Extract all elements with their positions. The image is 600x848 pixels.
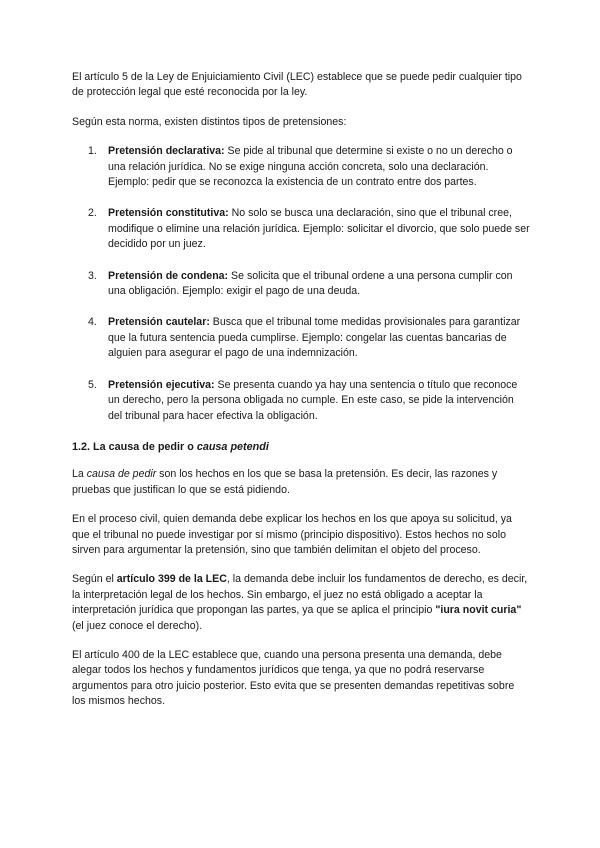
list-text: Se solicita que el tribunal ordene a una persona cumplir con una obligación. Ejemplo: exigir el pago de una deuda. bbox=[108, 269, 513, 298]
causa-definition-paragraph bbox=[72, 467, 530, 498]
text-fragment: La bbox=[72, 468, 87, 481]
text-fragment: (el juez conoce el derecho). bbox=[72, 619, 203, 632]
articulo-399-term: artículo 399 de la LEC bbox=[116, 573, 227, 586]
text-fragment: , la demanda debe incluir los fundamentos de derecho, es decir, la interpretación legal de los hechos. Sin embargo, el juez no está obligado a aceptar la interpretación jurídica que propongan las partes, ya que se aplica el principio bbox=[72, 573, 528, 617]
list-term: Pretensión de condena: bbox=[108, 269, 229, 282]
list-item bbox=[72, 206, 530, 252]
list-text: No solo se busca una declaración, sino que el tribunal cree, modifique o elimine una relación jurídica. Ejemplo: solicitar el divorcio, que solo puede ser decidido por un juez. bbox=[108, 207, 530, 251]
list-number: 1. bbox=[88, 145, 97, 158]
list-term: Pretensión constitutiva: bbox=[108, 207, 229, 220]
list-term: Pretensión cautelar: bbox=[108, 316, 210, 329]
proceso-civil-paragraph: En el proceso civil, quien demanda debe explicar los hechos en los que apoya su solicitud, ya que el tribunal no puede investigar por sí mismo (principio dispositivo). Estos hechos no solo sirven para argumentar la pretensión, sino que también delimitan el objeto del proceso. bbox=[72, 513, 512, 556]
types-intro-paragraph: Según esta norma, existen distintos tipos de pretensiones: bbox=[72, 115, 347, 128]
causa-term: causa de pedir bbox=[86, 468, 157, 481]
pretensiones-list bbox=[72, 144, 530, 424]
list-item bbox=[72, 144, 530, 190]
list-item bbox=[72, 378, 530, 424]
articulo-399-paragraph bbox=[72, 572, 530, 634]
section-heading bbox=[72, 440, 530, 455]
list-item bbox=[72, 315, 530, 361]
text-fragment: son los hechos en los que se basa la pretensión. Es decir, las razones y pruebas que justifican lo que se está pidiendo. bbox=[72, 468, 498, 496]
list-number: 2. bbox=[88, 207, 97, 220]
articulo-400-paragraph: El artículo 400 de la LEC establece que, cuando una persona presenta una demanda, debe alegar todos los hechos y fundamentos jurídicos que tenga, ya que no podrá reservarse argumentos para otro juicio posterior. Esto evita que se presenten demandas repetitivas sobre los mismos hechos. bbox=[72, 648, 515, 708]
list-text: Se pide al tribunal que determine si existe o no un derecho o una relación jurídica. No se exige ninguna acción concreta, solo una declaración. Ejemplo: pedir que se reconozca la existencia de un contrato entre dos partes. bbox=[108, 145, 513, 189]
list-term: Pretensión ejecutiva: bbox=[108, 378, 215, 391]
section-heading-text: 1.2. La causa de pedir o bbox=[72, 440, 197, 453]
text-fragment: Según el bbox=[72, 573, 117, 586]
list-number: 5. bbox=[88, 378, 97, 391]
section-heading-italic: causa petendi bbox=[196, 440, 269, 453]
list-item bbox=[72, 269, 530, 300]
list-term: Pretensión declarativa: bbox=[108, 145, 225, 158]
list-text: Busca que el tribunal tome medidas provisionales para garantizar que la futura sentencia pueda cumplirse. Ejemplo: congelar las cuentas bancarias de alguien para asegurar el pago de una indemnización. bbox=[108, 316, 521, 360]
iura-novit-curia-term: "iura novit curia" bbox=[435, 604, 522, 617]
list-number: 4. bbox=[88, 316, 97, 329]
document-page bbox=[72, 70, 530, 724]
intro-paragraph: El artículo 5 de la Ley de Enjuiciamiento Civil (LEC) establece que se puede pedir cualquier tipo de protección legal que esté reconocida por la ley. bbox=[72, 71, 522, 99]
list-text: Se presenta cuando ya hay una sentencia o título que reconoce un derecho, pero la persona obligada no cumple. En este caso, se pide la intervención del tribunal para hacer efectiva la obligación. bbox=[108, 378, 518, 422]
list-number: 3. bbox=[88, 269, 97, 282]
